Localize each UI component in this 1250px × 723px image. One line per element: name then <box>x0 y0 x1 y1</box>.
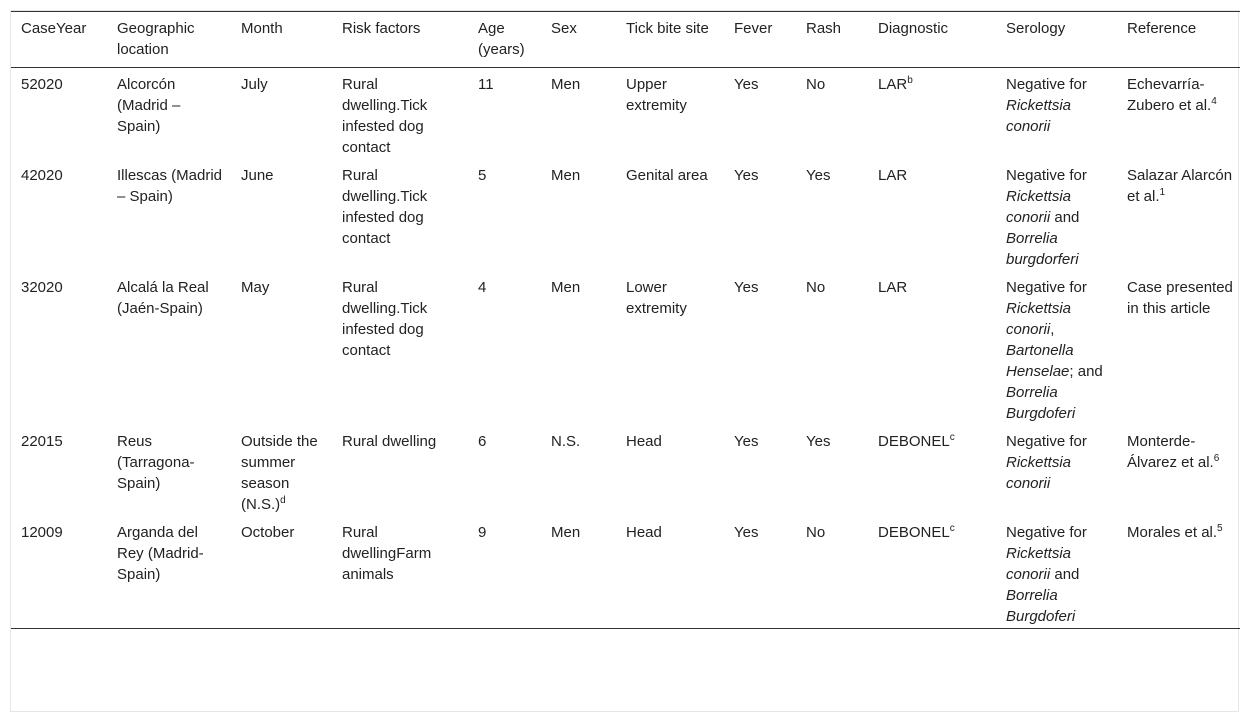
cell-sex <box>541 271 616 425</box>
table-row <box>11 425 1240 516</box>
cell-month-text: October <box>241 524 295 541</box>
cell-rash-text: Yes <box>806 167 831 184</box>
cell-month-text: May <box>241 279 270 296</box>
cell-case-year-text: 32020 <box>21 279 63 296</box>
cell-risk-factors-text: Rural dwelling.Tick infested dog contact <box>342 167 428 247</box>
cell-age <box>468 68 541 160</box>
cell-location <box>107 271 231 425</box>
cell-fever-text: Yes <box>734 76 759 93</box>
header-risk-factors: Risk factors <box>342 20 421 37</box>
cell-reference-text: Morales et al. <box>1127 524 1218 541</box>
species-name: Borrelia Burgdoferi <box>1006 384 1076 422</box>
cell-tick-bite-site <box>616 68 724 160</box>
footnote-marker: 1 <box>1159 187 1166 198</box>
cell-fever-text: Yes <box>734 433 759 450</box>
cell-tick-bite-site-text: Genital area <box>626 167 708 184</box>
header-case-year: CaseYear <box>21 20 87 37</box>
cell-diagnostic <box>868 425 996 516</box>
table-row <box>11 159 1240 271</box>
cell-tick-bite-site-text: Head <box>626 524 662 541</box>
species-name: Rickettsia conorii <box>1006 454 1072 492</box>
cell-risk-factors <box>332 271 468 425</box>
cell-location-text: Arganda del Rey (Madrid-Spain) <box>117 524 204 583</box>
cell-risk-factors-text: Rural dwelling.Tick infested dog contact <box>342 279 428 359</box>
cell-reference-text: Monterde-Álvarez et al. <box>1127 433 1214 471</box>
species-name: Rickettsia conorii <box>1006 188 1072 226</box>
species-name: Borrelia Burgdoferi <box>1006 587 1076 625</box>
cell-risk-factors <box>332 159 468 271</box>
cell-month <box>231 68 332 160</box>
cell-month-text: Outside the summer season (N.S.) <box>241 433 318 513</box>
cell-rash <box>796 159 868 271</box>
cell-case-year-text: 42020 <box>21 167 63 184</box>
cell-rash <box>796 516 868 629</box>
table-row <box>11 516 1240 629</box>
cell-case-year <box>11 425 107 516</box>
table-row <box>11 271 1240 425</box>
cell-reference <box>1117 425 1240 516</box>
cell-age-text: 4 <box>478 279 487 296</box>
cell-risk-factors-text: Rural dwellingFarm animals <box>342 524 432 583</box>
cell-location <box>107 425 231 516</box>
cell-diagnostic-text: DEBONEL <box>878 433 950 450</box>
cell-sex-text: Men <box>551 279 581 296</box>
cell-sex-text: Men <box>551 76 581 93</box>
header-fever: Fever <box>734 20 773 37</box>
cell-rash <box>796 68 868 160</box>
cell-sex <box>541 159 616 271</box>
cell-case-year-text: 22015 <box>21 433 63 450</box>
header-serology: Serology <box>1006 20 1066 37</box>
serology-text: Negative for <box>1006 167 1087 184</box>
cell-month <box>231 516 332 629</box>
serology-text: and <box>1050 566 1080 583</box>
cell-age <box>468 271 541 425</box>
cell-age-text: 6 <box>478 433 487 450</box>
cell-month <box>231 425 332 516</box>
cell-age <box>468 159 541 271</box>
cell-risk-factors-text: Rural dwelling <box>342 433 437 450</box>
cell-case-year-text: 52020 <box>21 76 63 93</box>
cell-case-year-text: 12009 <box>21 524 63 541</box>
cell-month-text: July <box>241 76 268 93</box>
cell-tick-bite-site <box>616 425 724 516</box>
cell-fever <box>724 516 796 629</box>
cell-location-text: Illescas (Madrid – Spain) <box>117 167 223 205</box>
serology-text: , <box>1050 321 1055 338</box>
cell-serology <box>996 159 1117 271</box>
header-rash: Rash <box>806 20 842 37</box>
cell-location <box>107 516 231 629</box>
table-container <box>10 10 1239 712</box>
header-reference: Reference <box>1127 20 1197 37</box>
cell-risk-factors-text: Rural dwelling.Tick infested dog contact <box>342 76 428 156</box>
cell-sex <box>541 68 616 160</box>
cell-age <box>468 516 541 629</box>
cell-fever-text: Yes <box>734 279 759 296</box>
serology-text: Negative for <box>1006 433 1087 450</box>
cell-case-year <box>11 516 107 629</box>
cell-fever <box>724 425 796 516</box>
cell-serology <box>996 425 1117 516</box>
header-row <box>11 12 1240 68</box>
footnote-marker: 5 <box>1217 523 1223 534</box>
cell-age-text: 5 <box>478 167 487 184</box>
cell-location <box>107 159 231 271</box>
cell-serology <box>996 68 1117 160</box>
cell-tick-bite-site-text: Head <box>626 433 662 450</box>
cell-age <box>468 425 541 516</box>
cell-tick-bite-site-text: Upper extremity <box>626 76 687 114</box>
cell-fever <box>724 159 796 271</box>
footnote-marker: 6 <box>1213 453 1220 464</box>
cell-rash-text: Yes <box>806 433 831 450</box>
cell-reference-text: Salazar Alarcón et al. <box>1127 167 1233 205</box>
species-name: Rickettsia conorii <box>1006 97 1072 135</box>
cell-diagnostic <box>868 516 996 629</box>
footnote-marker: c <box>949 523 955 534</box>
cell-reference <box>1117 159 1240 271</box>
cell-serology <box>996 516 1117 629</box>
cell-sex <box>541 516 616 629</box>
serology-text: ; and <box>1069 363 1103 380</box>
header-age: Age (years) <box>478 20 525 58</box>
cell-location-text: Reus (Tarragona-Spain) <box>117 433 195 492</box>
cell-case-year <box>11 68 107 160</box>
cell-location <box>107 68 231 160</box>
species-name: Borrelia burgdorferi <box>1006 230 1079 268</box>
header-diagnostic: Diagnostic <box>878 20 949 37</box>
cell-reference <box>1117 516 1240 629</box>
cell-fever-text: Yes <box>734 524 759 541</box>
species-name: Rickettsia conorii <box>1006 545 1072 583</box>
serology-text: Negative for <box>1006 279 1087 296</box>
cell-age-text: 11 <box>478 76 494 93</box>
cell-reference <box>1117 271 1240 425</box>
species-name: Rickettsia conorii <box>1006 300 1072 338</box>
cell-tick-bite-site <box>616 516 724 629</box>
footnote-marker: c <box>949 432 955 443</box>
footnote-marker: b <box>907 75 913 86</box>
header-tick-bite-site: Tick bite site <box>626 20 709 37</box>
cell-diagnostic-text: LAR <box>878 167 908 184</box>
cell-sex <box>541 425 616 516</box>
cell-diagnostic <box>868 271 996 425</box>
cell-reference-text: Case presented in this article <box>1127 279 1233 317</box>
serology-text: and <box>1050 209 1080 226</box>
header-sex: Sex <box>551 20 577 37</box>
cell-risk-factors <box>332 425 468 516</box>
header-location: Geographic location <box>117 20 195 58</box>
cell-risk-factors <box>332 68 468 160</box>
cell-reference-text: Echevarría-Zubero et al. <box>1127 76 1212 114</box>
cell-diagnostic <box>868 159 996 271</box>
serology-text: Negative for <box>1006 76 1087 93</box>
footnote-marker: d <box>280 495 286 506</box>
cell-diagnostic-text: LAR <box>878 279 908 296</box>
cell-month <box>231 159 332 271</box>
cell-reference <box>1117 68 1240 160</box>
cell-serology <box>996 271 1117 425</box>
cell-rash <box>796 271 868 425</box>
cell-case-year <box>11 159 107 271</box>
cell-tick-bite-site <box>616 271 724 425</box>
cell-fever-text: Yes <box>734 167 759 184</box>
cell-rash-text: No <box>806 76 826 93</box>
cell-month <box>231 271 332 425</box>
cell-fever <box>724 271 796 425</box>
header-month: Month <box>241 20 283 37</box>
case-table <box>11 11 1240 629</box>
cell-tick-bite-site <box>616 159 724 271</box>
species-name: Bartonella Henselae <box>1006 342 1074 380</box>
cell-sex-text: N.S. <box>551 433 581 450</box>
cell-tick-bite-site-text: Lower extremity <box>626 279 687 317</box>
table-row <box>11 68 1240 160</box>
cell-location-text: Alcorcón (Madrid – Spain) <box>117 76 181 135</box>
serology-text: Negative for <box>1006 524 1087 541</box>
cell-risk-factors <box>332 516 468 629</box>
table-body <box>11 68 1240 629</box>
cell-diagnostic-text: LAR <box>878 76 908 93</box>
cell-rash <box>796 425 868 516</box>
cell-age-text: 9 <box>478 524 487 541</box>
cell-rash-text: No <box>806 279 826 296</box>
cell-case-year <box>11 271 107 425</box>
cell-diagnostic <box>868 68 996 160</box>
footnote-marker: 4 <box>1211 96 1217 107</box>
cell-sex-text: Men <box>551 524 581 541</box>
cell-diagnostic-text: DEBONEL <box>878 524 950 541</box>
cell-month-text: June <box>241 167 274 184</box>
cell-sex-text: Men <box>551 167 581 184</box>
cell-location-text: Alcalá la Real (Jaén-Spain) <box>117 279 209 317</box>
cell-rash-text: No <box>806 524 826 541</box>
cell-fever <box>724 68 796 160</box>
